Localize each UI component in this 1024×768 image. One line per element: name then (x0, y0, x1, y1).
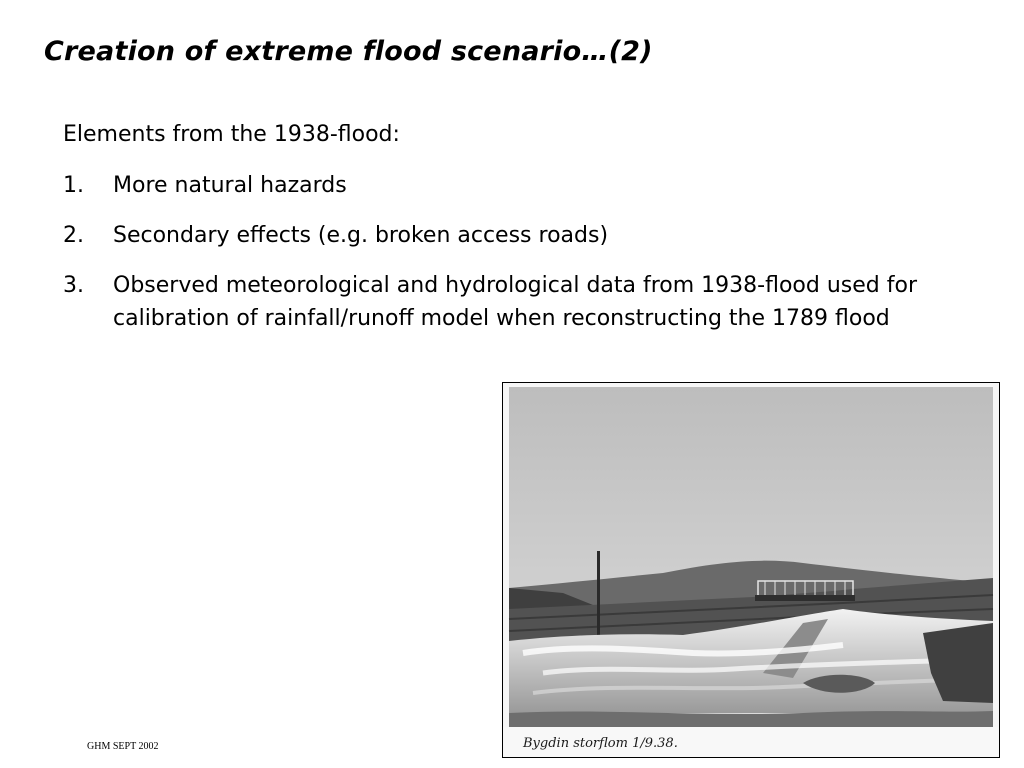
numbered-list (63, 169, 983, 335)
list-item (63, 219, 983, 252)
list-number: 2. (63, 223, 84, 248)
flood-photo (502, 382, 1000, 758)
list-text: Secondary effects (e.g. broken access roads) (113, 223, 609, 248)
list-number: 1. (63, 173, 84, 198)
intro-text: Elements from the 1938-flood: (63, 122, 400, 147)
list-text: Observed meteorological and hydrological data from 1938-flood used for calibration of rainfall/runoff model when reconstructing the 1789 flood (113, 273, 917, 331)
footer-text: GHM SEPT 2002 (87, 741, 159, 752)
list-number: 3. (63, 273, 84, 298)
flood-photo-image (503, 383, 999, 757)
photo-caption: Bygdin storflom 1/9.38. (523, 736, 678, 751)
list-item (63, 269, 983, 335)
slide-title: Creation of extreme flood scenario…(2) (44, 36, 653, 67)
pole (597, 551, 600, 643)
list-text: More natural hazards (113, 173, 347, 198)
slide-body (63, 118, 983, 352)
list-item (63, 169, 983, 202)
